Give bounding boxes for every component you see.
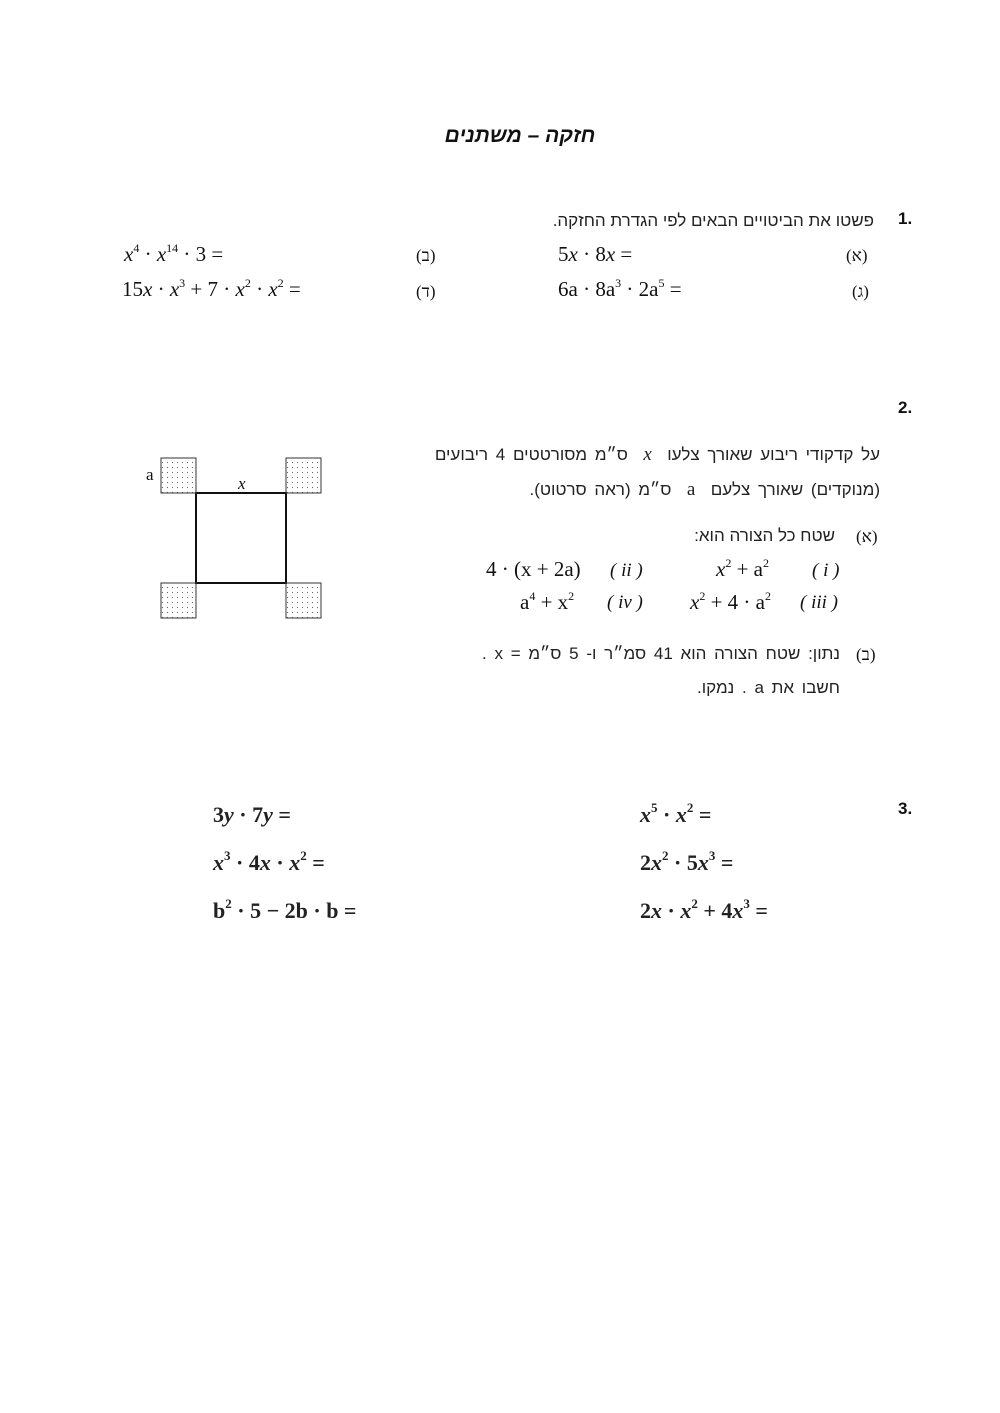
q2-option-iii-expression: $x^2 + 4 \cdot a^2$ [690, 589, 771, 614]
q1-item-b-expression: $x^4 \cdot x^{14} \cdot 3$ = [124, 241, 224, 266]
q2-option-iii-number: ( iii ) [800, 592, 838, 613]
q2-part-a-text: שטח כל הצורה הוא: [694, 526, 835, 545]
question-1-instruction: פשטו את הביטויים הבאים לפי הגדרת החזקה. [552, 211, 874, 230]
q2-part-b-line-2: חשבו את a . נמקו. [697, 678, 840, 697]
q1-item-c-expression: $6a \cdot 8a^3 \cdot 2a^5$ = [558, 276, 682, 301]
q2-part-b-line-1: נתון: שטח הצורה הוא 41 סמ״ר ו- 5 ס״מ = x . [482, 644, 840, 663]
corner-square-top-right [286, 458, 321, 493]
q1-item-c-label: (ג) [852, 282, 869, 301]
q3-right-expression-3: $2x \cdot x^2 + 4x^3$ = [640, 896, 768, 923]
page-title: חזקה – משתנים [444, 124, 596, 147]
q3-left-expression-2: $x^3 \cdot 4x \cdot x^2$ = [213, 848, 325, 875]
question-3-number: 3. [898, 799, 913, 818]
q1-item-d-expression: $15x \cdot x^3 + 7 \cdot x^2 \cdot x^2$ = [122, 276, 301, 301]
corner-label-a: a [146, 465, 154, 484]
q2-option-ii-expression: 4 · (x + 2a) [486, 557, 581, 581]
q3-right-expression-1: $x^5 \cdot x^2$ = [640, 800, 712, 827]
q2-option-ii-number: ( ii ) [610, 560, 643, 581]
question-1-number: 1. [898, 209, 913, 228]
q1-item-a-label: (א) [846, 246, 868, 265]
q2-option-iv-number: ( iv ) [607, 592, 643, 613]
q1-item-a-expression: 5x · 8x = [558, 242, 633, 266]
question-2-number: 2. [898, 398, 913, 417]
q2-option-iv-expression: $a^4 + x^2$ [520, 589, 575, 614]
q2-option-i-number: ( i ) [812, 560, 840, 581]
q3-right-expression-2: $2x^2 \cdot 5x^3$ = [640, 848, 734, 875]
q2-square-diagram [140, 450, 340, 630]
corner-square-bottom-right [286, 583, 321, 618]
corner-square-top-left [161, 458, 196, 493]
q2-part-a-label: (א) [856, 527, 878, 546]
q1-item-d-label: (ד) [416, 282, 436, 301]
q2-description-line-1: על קדקודי ריבוע שאורך צלעו x ס״מ מסורטטים 4 ריבועים [434, 444, 880, 465]
main-square [196, 493, 286, 583]
corner-square-bottom-left [161, 583, 196, 618]
q2-option-i-expression: $x^2 + a^2$ [716, 556, 769, 581]
q2-part-b-label: (ב) [856, 645, 876, 664]
q3-left-expression-3: $b^2 \cdot 5 - 2b \cdot b$ = [213, 896, 357, 923]
q2-description-line-2: (מנוקדים) שאורך צלעם a ס״מ (ראה סרטוט). [529, 479, 880, 500]
q3-left-expression-1: 3y · 7y = [213, 802, 291, 827]
q1-item-b-label: (ב) [416, 246, 436, 265]
side-label-x: x [238, 474, 246, 493]
